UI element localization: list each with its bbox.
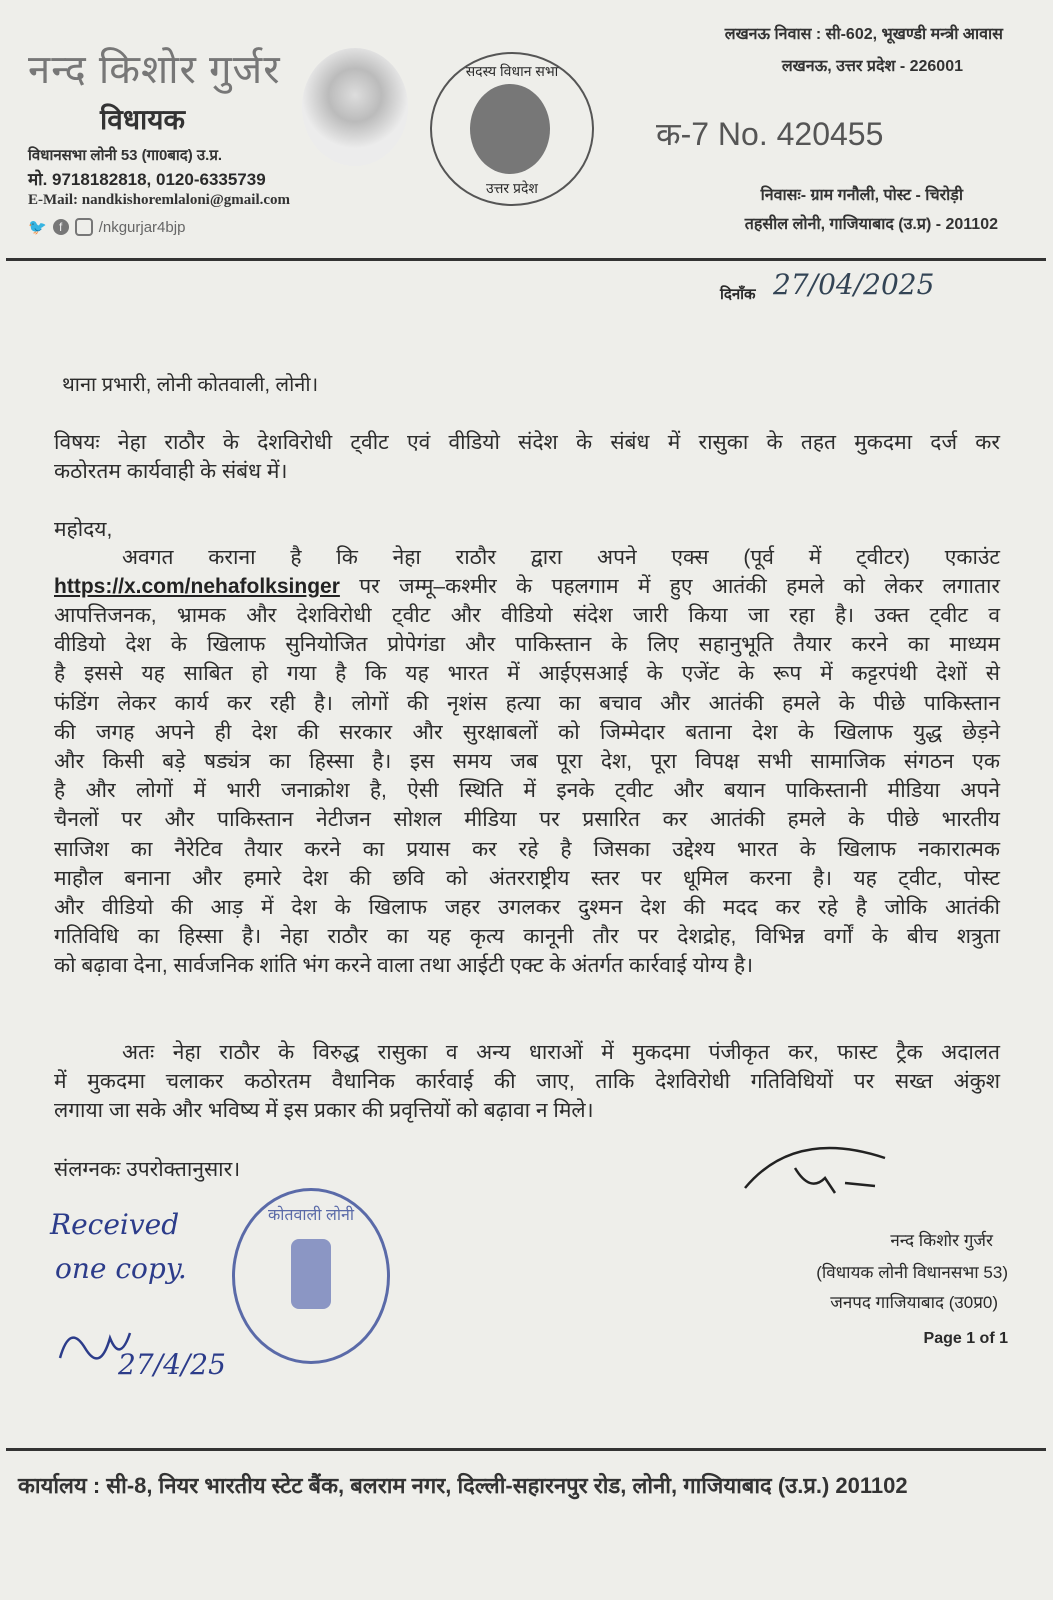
signatory-name: नन्द किशोर गुर्जर [890,1231,993,1250]
body-line: को बढ़ावा देना, सार्वजनिक शांति भंग करने वाला तथा आईटी एक्ट के अंतर्गत कार्रवाई योग्य है। [54,954,754,978]
body-line: गतिविधि का हिस्सा है। नेहा राठौर का यह कृत्य कानूनी तौर पर देशद्रोह, विभिन्न वर्गों के बीच शत्रुता [54,925,1000,949]
enclosure: संलग्नकः उपरोक्तानुसार। [54,1158,241,1181]
handwritten-received: Received [50,1208,180,1241]
body-line: फंडिंग लेकर कार्य कर रही है। लोगों की नृशंस हत्या का बचाव और आतंकी हमले के पीछे पाकिस्तान [54,691,1000,715]
home-address-1: निवासः- ग्राम गनौली, पोस्ट - चिरोड़ी [760,187,963,204]
body-line: अतः नेहा राठौर के विरुद्ध रासुका व अन्य धाराओं में मुकदमा पंजीकृत कर, फास्ट ट्रैक अदालत [122,1041,1000,1064]
home-address-2: तहसील लोनी, गाजियाबाद (उ.प्र) - 201102 [744,216,998,233]
twitter-icon: 🐦 [28,219,47,236]
emblem-top-text: सदस्य विधान सभा [465,63,559,79]
body-line: चैनलों पर और पाकिस्तान नेटीजन सोशल मीडिया पर प्रसारित कर आतंकी हमले के पीछे भारतीय [54,808,1000,832]
body-line: अवगत कराना है कि नेहा राठौर द्वारा अपने एक्स (पूर्व में ट्वीटर) एकाउंट [122,546,1000,569]
emblem-icon [470,84,550,174]
police-station-stamp [232,1188,390,1364]
salutation: महोदय, [54,518,113,541]
lucknow-address-1: लखनऊ निवास : सी-602, भूखण्डी मन्त्री आवास [724,26,1003,43]
mobile-numbers: मो. 9718182818, 0120-6335739 [28,170,266,189]
signatory-title: (विधायक लोनी विधानसभा 53) [816,1263,1008,1282]
body-line: माहौल बनाना और हमारे देश की छवि को अंतरराष्ट्रीय स्तर पर धूमिल करना है। यह ट्वीट, पोस्ट [54,866,1000,890]
receiver-signature [50,1318,140,1378]
body-line: की जगह अपने ही देश की सरकार और सुरक्षाबलों को जिम्मेदार बताना देश के खिलाफ युद्ध छेड़ने [54,720,1000,744]
body-line: लगाया जा सके और भविष्य में इस प्रकार की प्रवृत्तियों को बढ़ावा न मिले। [54,1099,594,1122]
twitter-profile-link[interactable]: https://x.com/nehafolksinger [54,575,340,598]
ashoka-emblem-icon [291,1239,331,1309]
body-line: और वीडियो की आड़ में देश के खिलाफ जहर उगलकर दुश्मन देश की मदद कर रहे है जोकि आतंकी [54,896,1000,919]
handwritten-date: 27/4/25 [118,1348,226,1381]
mla-photo [302,48,408,166]
date-label: दिनाँक [720,286,756,303]
office-address: कार्यालय : सी-8, नियर भारतीय स्टेट बैंक, बलराम नगर, दिल्ली-सहारनपुर रोड, लोनी, गाजियाबाद (उ.प्र.) 201102 [18,1473,908,1498]
registration-number: क-7 No. 420455 [656,116,884,152]
emblem-bottom-text: उत्तर प्रदेश [486,180,538,196]
letterhead-designation: विधायक [100,104,186,135]
body-line: में मुकदमा चलाकर कठोरतम वैधानिक कार्रवाई की जाए, ताकि देशविरोधी गतिविधियों पर सख्त अंकुश [54,1070,1000,1093]
facebook-icon: f [53,219,69,235]
body-line: https://x.com/nehafolksinger पर जम्मू–कश्मीर के पहलगाम में हुए आतंकी हमले को लेकर लगातार [54,575,1000,598]
subject-line: विषयः नेहा राठौर के देशविरोधी ट्वीट एवं वीडियो संदेश के संबंध में रासुका के तहत मुकदमा दर्ज कर [54,431,1000,454]
date-value: 27/04/2025 [773,268,935,301]
body-line: है इससे यह साबित हो गया है कि यह भारत में आईएसआई के एजेंट के रूप में कट्टरपंथी देशों से [54,662,1000,686]
body-line: वीडियो देश के खिलाफ सुनियोजित प्रोपेगंडा और पाकिस्तान के लिए सहानुभूति तैयार करने का माध्यम [54,633,1000,657]
letterhead-name: नन्द किशोर गुर्जर [28,48,281,92]
mla-signature [735,1138,915,1218]
lucknow-address-2: लखनऊ, उत्तर प्रदेश - 226001 [781,58,963,75]
constituency: विधानसभा लोनी 53 (गा0बाद) उ.प्र. [28,147,223,164]
body-line: आपत्तिजनक, भ्रामक और देशविरोधी ट्वीट और वीडियो संदेश जारी किया जा रहा है। उक्त ट्वीट व [54,604,1000,627]
body-line: है और लोगों में भारी जनाक्रोश है, ऐसी स्थिति में इनके ट्वीट और बयान पाकिस्तानी मीडिया अपने [54,779,1000,803]
recipient: थाना प्रभारी, लोनी कोतवाली, लोनी। [62,374,319,396]
body-line: और किसी बड़े षड्यंत्र का हिस्सा है। इस समय जब पूरा देश, पूरा विपक्ष सभी सामाजिक संगठन एक [54,750,1000,773]
header-divider [6,258,1046,261]
body-line: साजिश का नैरेटिव तैयार करने का प्रयास कर रहे है जिसका उद्देश्य भारत के खिलाफ नकारात्मक [54,837,1000,861]
signatory-district: जनपद गाजियाबाद (उ0प्र0) [830,1293,998,1312]
stamp-text: कोतवाली लोनी [267,1207,355,1224]
handwritten-copy: one copy. [55,1252,187,1285]
subject-line: कठोरतम कार्यवाही के संबंध में। [54,460,288,483]
email: E-Mail: nandkishoremlaloni@gmail.com [28,192,291,208]
footer-divider [6,1448,1046,1451]
up-assembly-emblem [430,52,594,206]
social-handle: /nkgurjar4bjp [98,218,186,236]
page-number: Page 1 of 1 [923,1330,1008,1347]
instagram-icon [75,218,93,236]
